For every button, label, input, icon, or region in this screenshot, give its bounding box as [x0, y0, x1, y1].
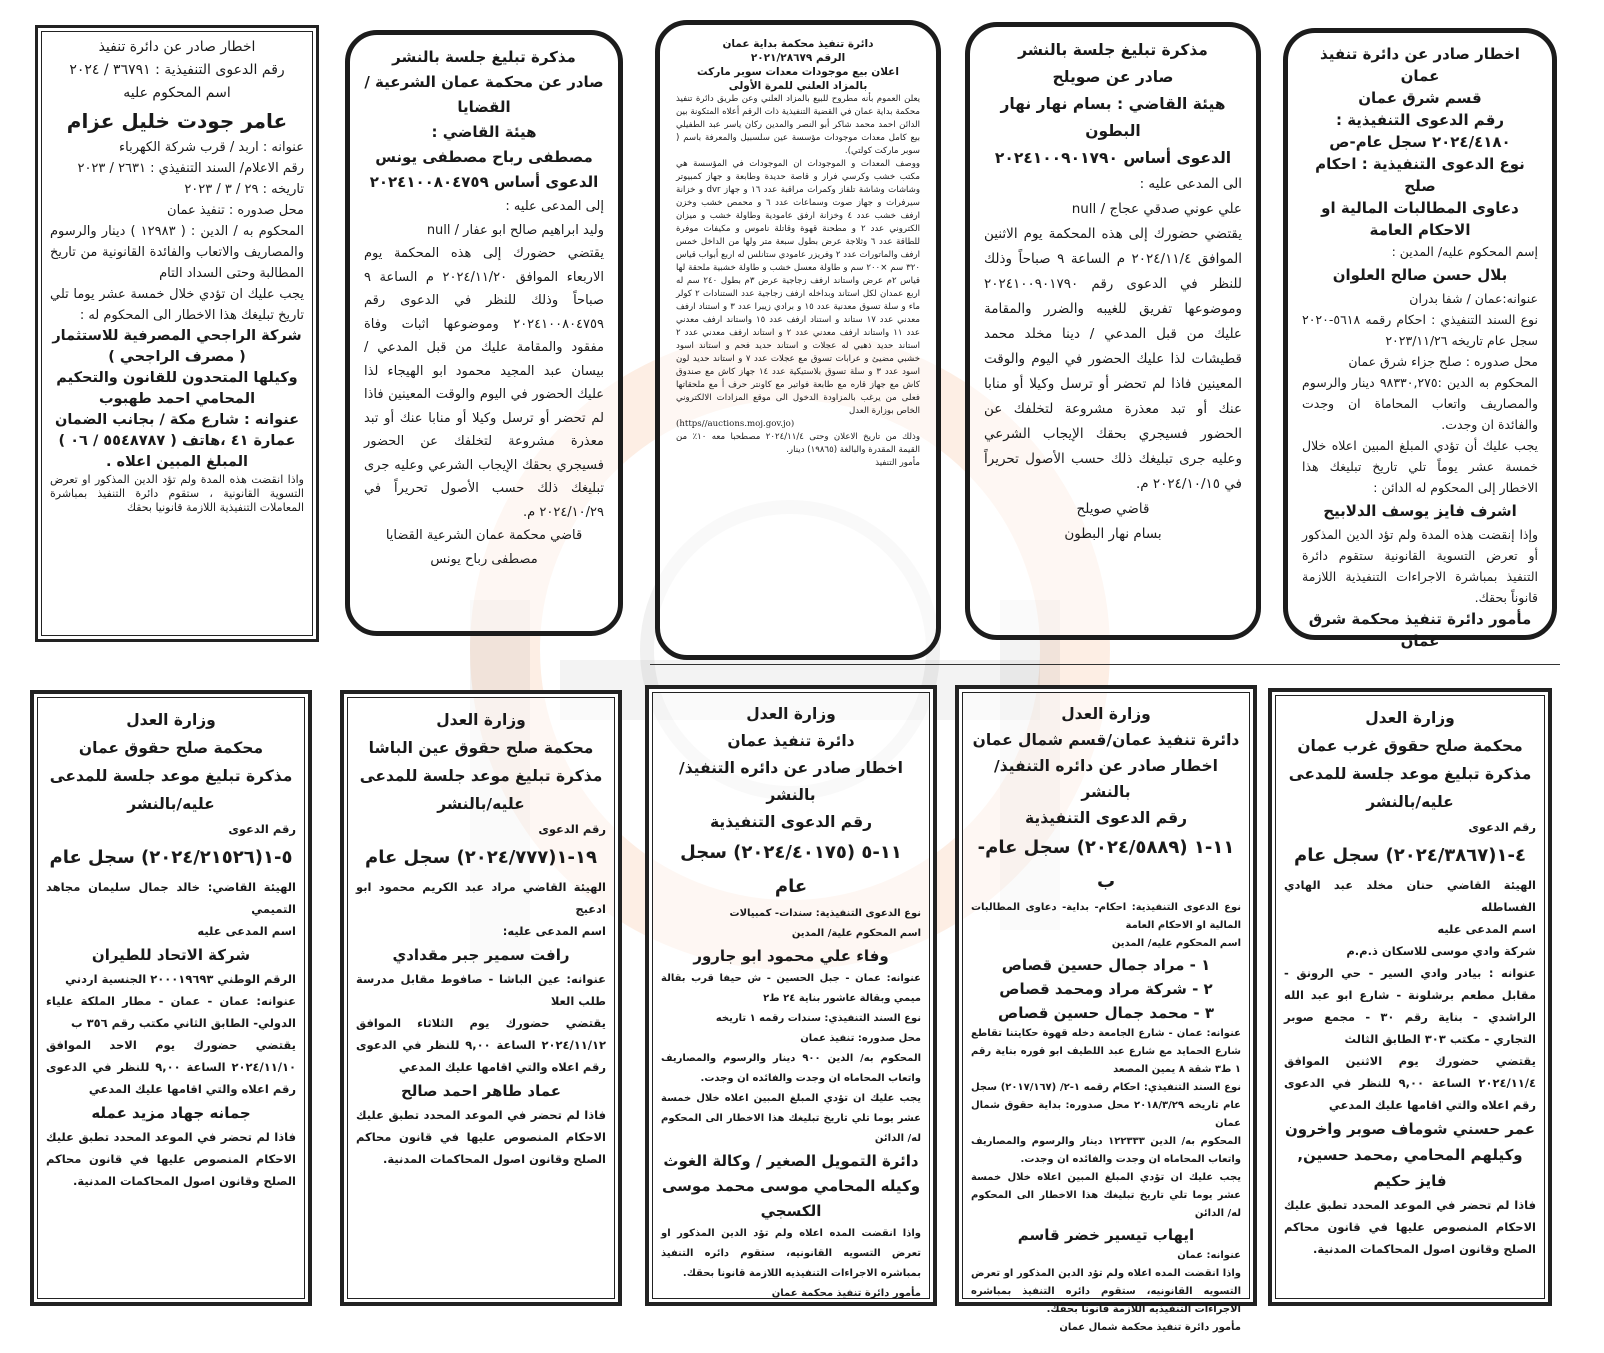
notice-heading: دائرة تنفيذ محكمة بداية عمان: [722, 38, 874, 50]
notice-heading: وزارة العدل: [746, 705, 836, 723]
notice-heading: عليه/بالنشر: [437, 795, 525, 813]
notice-signature: بسام نهار البطون: [1064, 526, 1162, 542]
notice-label: مأمور التنفيذ: [875, 458, 920, 468]
case-number: ٤-١(٢٠٢٤/٣٨٦٧) سجل عام: [1294, 845, 1526, 866]
notice-signature: قاضي محكمة عمان الشرعية القضايا: [385, 528, 583, 543]
notice-label: عنوانه : اربد / قرب شركة الكهرباء: [119, 140, 304, 155]
notice-heading: رقم الدعوى التنفيذية :: [1335, 111, 1505, 129]
notice-signature: مصطفى رباح يونس: [430, 551, 538, 567]
notice-text: اسم المحكوم علية/ المدين: [791, 928, 921, 939]
notice-label: محل صدوره : تنفيذ عمان: [167, 203, 304, 218]
notice-text: واذا انقضت هذه المدة ولم تؤد الدين المذكور او تعرض التسوية القانونية ، ستقوم دائرة التنفيذ بمباشرة المعاملات التنفيذية اللازمة قانونيا بحقك: [50, 473, 304, 514]
case-number: ١١-٥ (٢٠٢٤/٤٠١٧٥) سجل عام: [680, 842, 902, 897]
notice-heading: اخطار صادر عن دائرة تنفيذ عمان: [1320, 45, 1520, 85]
notice-heading: رقم الدعوى التنفيذية: [709, 813, 873, 831]
notice-name: جمانه جهاد مزيد عمله: [91, 1104, 251, 1122]
notice-east-amman-execution: [1283, 28, 1557, 650]
notice-heading: دائرة تنفيذ عمان/قسم شمال عمان: [972, 731, 1240, 749]
notice-label: وليد ابراهيم صالح ابو عفار / null: [426, 222, 604, 238]
notice-heading: هيئة القاضي :: [431, 123, 537, 141]
notice-heading: مذكرة تبليغ موعد جلسة للمدعى: [1288, 765, 1532, 783]
notice-heading: الدعوى أساس ٢٠٢٤١٠٠٨٠٤٧٥٩: [369, 173, 599, 191]
notice-heading: اخطار صادر عن دائره التنفيذ/ بالنشر: [994, 757, 1218, 801]
notice-name: عنوانه : شارع مكة / بجانب الضمان: [54, 412, 300, 428]
notice-auction-supermarket: [655, 20, 941, 660]
notice-heading: وزارة العدل: [436, 711, 526, 729]
notice-text: يجب عليك ان تؤدي المبلغ المبين اعلاه خلال خمسة عشر يوما تلي تاريخ تبليغك هذا الاخطار الى المحكوم له/ الدائن: [661, 1093, 921, 1144]
notice-name: ايهاب تيسير خضر قاسم: [1017, 1226, 1195, 1244]
notice-text: الهيئة القاضي مراد عبد الكريم محمود ابو ادعيج: [356, 880, 606, 916]
notice-heading: مذكرة تبليغ جلسة بالنشر: [1018, 41, 1208, 59]
notice-text: وذلك من تاريخ الاعلان وحتى ٢٠٢٤/١١/٤ مصطحبا معه ١٠٪ من القيمة المقدرة والبالغة (١٩٨٦٥) دينار.: [676, 432, 920, 455]
notice-heading: محكمة صلح حقوق غرب عمان: [1297, 737, 1523, 755]
notice-text: المحكوم به الدين :٩٨٣٣٠,٢٧٥ دينار والرسوم والمصاريف واتعاب المحاماة ان وجدت والفائدة ان وجدت.: [1302, 375, 1538, 432]
notice-sweileh-hearing: [965, 22, 1261, 640]
notice-heading: قسم شرق عمان: [1358, 89, 1482, 107]
notice-text: فاذا لم تحضر في الموعد المحدد تطبق عليك الاحكام المنصوص عليها في قانون محاكم الصلح وقانون اصول المحاكمات المدنية.: [1284, 1198, 1536, 1256]
notice-heading: اخطار صادر عن دائره التنفيذ/ بالنشر: [679, 759, 903, 804]
notice-text: نوع الدعوى التنفيذية: سندات- كمبيالات: [729, 908, 921, 919]
notice-label: اسم المدعى عليه:: [502, 924, 606, 938]
notice-text: يقتضي حضورك يوم الثلاثاء الموافق ٢٠٢٤/١١/١٢ الساعة ٩,٠٠ للنظر في الدعوى رقم اعلاه والتي اقامها عليك المدعي: [356, 1016, 607, 1074]
notice-label: إلى المدعى عليه :: [505, 199, 604, 214]
notice-text: فاذا لم تحضر في الموعد المحدد تطبق عليك الاحكام المنصوص عليها في قانون محاكم الصلح وقانون اصول المحاكمات المدنية.: [46, 1130, 296, 1188]
notice-name: عامر جودت خليل عزام: [66, 109, 288, 133]
notice-heading: بالمزاد العلني للمرة الأولى: [728, 80, 868, 92]
notice-name: شركة الراجحي المصرفية للاستثمار: [52, 328, 302, 344]
case-number: ١١-١ (٢٠٢٤/٥٨٨٩) سجل عام-ب: [977, 837, 1235, 892]
notice-text: محل صدوره: تنفيذ عمان: [800, 1033, 921, 1044]
notice-west-amman-court: [1268, 688, 1552, 1306]
notice-text: واذا انقضت المده اعلاه ولم تؤد الدين المذكور او تعرض التسويه القانونيه، ستقوم دائره التنفيذ بمباشره الاجراءات التنفيذيه اللازمة قانونا بحقك.: [971, 1268, 1241, 1315]
case-number: ٥-١(٢٠٢٤/٢١٥٢٦) سجل عام: [49, 847, 293, 868]
notice-heading: نوع الدعوى التنفيذية : احكام صلح: [1315, 155, 1525, 195]
notice-text: شركة وادي موسى للاسكان ذ.م.م: [1346, 944, 1536, 958]
notice-heading: رقم الدعوى التنفيذية : ٣٦٧٩١ / ٢٠٢٤: [69, 62, 285, 78]
notice-name: شركة الاتحاد للطيران: [91, 946, 251, 964]
notice-heading: صادر عن محكمة عمان الشرعية / القضايا: [364, 73, 604, 116]
notice-heading: مصطفى رباح مصطفى يونس: [375, 148, 593, 166]
notice-name: دائرة التمويل الصغير / وكالة الغوث: [663, 1152, 919, 1170]
notice-heading: الرقم ٢٠٢١/٢٨٦٧٩: [750, 52, 846, 64]
notice-text: نوع الدعوى التنفيذية: احكام- بداية- دعاوى المطالبات المالية او الاحكام العامة: [971, 902, 1241, 931]
notice-heading: مأمور دائرة تنفيذ محكمة شرق عمان: [1308, 610, 1532, 650]
notice-heading: عليه/بالنشر: [1366, 793, 1454, 811]
notice-name: عمر حسني شوماف صوبر واخرون: [1285, 1120, 1535, 1138]
notice-signature: قاضي صويلح: [1076, 501, 1150, 517]
notice-label: تاريخه : ٢٩ / ٣ / ٢٠٢٣: [184, 182, 304, 197]
notice-text: الرقم الوطني ٢٠٠٠١٩٦٩٣ الجنسية اردني: [65, 972, 296, 986]
notice-heading: محكمة صلح حقوق عين الباشا: [368, 739, 594, 757]
notice-text: مأمور دائرة تنفيذ محكمة عمان: [771, 1288, 921, 1299]
notice-name: وكيلها المتحدون للقانون والتحكيم: [56, 370, 298, 386]
notice-amman-civil-court: [30, 690, 312, 1306]
notice-heading: مذكرة تبليغ موعد جلسة للمدعى: [359, 767, 603, 785]
notice-text: المحكوم به/ الدين ٩٠٠ دينار والرسوم والمصاريف واتعاب المحاماه ان وجدت والفائده ان وجدت.: [661, 1053, 921, 1084]
notice-heading: الدعوى أساس ٢٠٢٤١٠٠٩٠١٧٩٠: [994, 149, 1232, 167]
notice-text: يقتضي حضورك إلى هذه المحكمة يوم الاربعاء الموافق ٢٠٢٤/١١/٢٠ م الساعة ٩ صباحاً وذلك للنظر في الدعوى رقم ٢٠٢٤١٠٠٨٠٤٧٥٩ وموضوعها اثبات وفاة مفقود والمقامة عليك من قبل المدعي / بيسان عبد المجيد محمود ابو الهيجاء لذا عليك الحضور في اليوم والوقت المعينين فاذا لم تحضر أو ترسل وكيلا أو منابا عنك أو تبد معذرة مشروعة لتخلفك عن الحضور فسيجري بحقك الإيجاب الشرعي وعليه جرى تبليغك ذلك حسب الأصول تحريراً في ٢٠٢٤/١٠/٢٩ م.: [364, 246, 604, 520]
notice-name: ٢ - شركة مراد ومحمد قصاص: [999, 980, 1213, 998]
section-divider: [650, 664, 1560, 665]
notice-text: عنوانه : بيادر وادي السير - حي الرونق - مقابل مطعم برشلونة - شارع ابو عبد الله الراشدي - بناية رقم ٣٠ - مجمع صوبر التجاري - مكتب ٣٠٣ الطابق الثالث: [1284, 966, 1536, 1046]
notice-text: يقتضي حضورك إلى هذه المحكمة يوم الاثنين الموافق ٢٠٢٤/١١/٤ م الساعة ٩ صباحاً وذلك للنظر في الدعوى رقم ٢٠٢٤١٠٠٩٠١٧٩٠ وموضوعها تفريق للغيبه والضرر والمقامة عليك من قبل المدعي / دينا مخلد محمد قطيشات لذا عليك الحضور في اليوم والوقت المعينين فاذا لم تحضر أو ترسل وكيلا أو منابا عنك أو تبد معذرة مشروعة لتخلفك عن الحضور فسيجري بحقك الإيجاب الشرعي وعليه جرى تبليغك ذلك حسب الأصول تحريراً في ٢٠٢٤/١٠/١٥ م.: [984, 226, 1243, 492]
notice-text: نوع السند التنفيذي : احكام رقمه ٥٦١٨-٢٠٢٠ سجل عام تاريخه ٢٠٢٣/١١/٢٦: [1302, 312, 1538, 348]
notice-name: ١ - مراد جمال حسين قصاص: [1001, 956, 1211, 974]
notice-heading: اخطار صادر عن دائرة تنفيذ: [98, 39, 256, 55]
notice-name: ( مصرف الراجحي ): [108, 349, 246, 365]
notice-text: الهيئة القاضي حنان مخلد عبد الهادي الفساطله: [1284, 878, 1536, 914]
notice-sharia-court-hearing: [345, 30, 623, 636]
notice-label: رقم الاعلام/ السند التنفيذي : ٢٦٣١ / ٢٠٢٣: [77, 161, 304, 176]
notice-text: ووصف المعدات و الموجودات ان الموجودات في المؤسسة هي مكتب خشب وكرسي فرار و قاصة حديدة وطابعة و جهاز كمبيوتر وشاشات وشاشة تلفاز وكمرات مراقبة عدد ١٦ و جهاز dvr و خزانة سيرفرات و جهاز صوت وسماعات عدد ٦ و محمص خشب وخزن ارفف خشب عدد ٤ وخزانة ارفق عامودية وطاولة خشب و ميزان الكتروني عدد ٢ و مطحنة قهوة وقاتلة ناموس و مكيفات موفرة للطاقة عدد ٦ وثلاجة عرض بطول سبعة متر ولها من الداخل خمس ارفف والماتورات عدد ٢ وفريزر عامودي ستانلس له اربع أبواب قياس ٣٢٠ سم ×٢٠٠ سم و طاولة معسل خشب و طاولة خشبية ملحقة لها قياس ٢م عرض واستاند ارفف زجاجية عرض ٣م بطول ٢٤٠ سم له اربع عمدان لكل استاند وبداخله ارفف زجاجية عدد الستنادات ٢ كولر ماء و سلة تسوق معدنية عدد ١٥ و برادي زيبرا عدد ٣ و استناد ارفف معدني عدد ١٧ ستاند و استناد ارفف عدد ١٥ واستاند ارفف معدني عدد ١١ واستاند ارفف معدني عدد ٢ و استاند ارفف معدني عدد ٢ استاند حديد ذهبي له عجلات و استاند حديد فحم و استاند اسود خشبي مضيئ و عرابات تسوق مع عجلات عدد ٧ و استاند حديد لون اسود عدد ٣ و سلة تسوق بلاستيكية عدد ١٤ جهاز كاش مع صندوق كاش مع جهاز قاره مع طابعة فواتير مع كاونتر حرف أ مع ملحقاتها فعلى من يرغب بالمزاودة الدخول الى موقع المزادات الالكتروني الخاص بوزارة العدل: [676, 159, 921, 416]
notice-text: يجب عليك ان تؤدي خلال خمسة عشر يوما تلي تاريخ تبليغك هذا الاخطار الى المحكوم له :: [50, 287, 304, 323]
notice-text: وإذا إنقضت هذه المدة ولم تؤد الدين المذكور أو تعرض التسوية القانونية ستقوم دائرة التنفيذ بمباشرة الاجراءات التنفيذية اللازمة قانوناً بحقك.: [1302, 527, 1538, 605]
notice-ain-albasha-court: [340, 690, 622, 1306]
notice-text: يقتضي حضورك يوم الاثنين الموافق ٢٠٢٤/١١/٤ الساعة ٩,٠٠ للنظر في الدعوى رقم اعلاه والتي اقامها عليك المدعي: [1284, 1054, 1536, 1112]
notice-text: اسم المحكوم عليه/ المدين: [1111, 938, 1241, 949]
notice-label: رقم الدعوى: [1468, 820, 1536, 834]
notice-heading: محكمة صلح حقوق عمان: [78, 739, 264, 757]
notice-heading: اعلان بيع موجودات معدات سوبر ماركت: [697, 66, 899, 78]
notice-heading: ٢٠٢٤/٤١٨٠ سجل عام-ص: [1329, 133, 1511, 151]
notice-heading: مذكرة تبليغ جلسة بالنشر: [392, 48, 576, 66]
notice-label: رقم الدعوى: [538, 822, 606, 836]
notice-name: وكيله المحامي موسى محمد موسى الكسجي: [661, 1177, 921, 1220]
notice-text: نوع السند التنفيذي: احكام رقمه ١-٢/ (٢٠١٧/١٦٧) سجل عام تاريخه ٢٠١٨/٣/٢٩ محل صدوره: بداية حقوق شمال عمان: [971, 1082, 1241, 1129]
notice-heading: مذكرة تبليغ موعد جلسة للمدعى: [49, 767, 293, 785]
notice-text: نوع السند التنفيذي: سندات رقمه ١ تاريخه: [715, 1013, 921, 1024]
notice-heading: هيئة القاضي : بسام نهار نهار البطون: [1000, 95, 1226, 140]
notice-heading: وزارة العدل: [1365, 709, 1455, 727]
notice-name: المبلغ المبين اعلاه .: [106, 454, 248, 470]
notice-heading: اسم المحكوم عليه: [123, 85, 231, 101]
notice-text: يجب عليك ان تؤدي المبلغ المبين اعلاه خلال خمسة عشر يوما تلي تاريخ تبليغك هذا الاخطار الى المحكوم له/ الدائن: [971, 1172, 1241, 1219]
notice-text: يقتضي حضورك يوم الاحد الموافق ٢٠٢٤/١١/١٠ الساعة ٩,٠٠ للنظر في الدعوى رقم اعلاه والتي اقامها عليك المدعي: [46, 1038, 297, 1096]
auction-url-link[interactable]: [676, 418, 920, 431]
notice-name: وفاء علي محمود ابو جارور: [693, 947, 889, 965]
notice-label: اسم المدعى عليه: [197, 924, 296, 938]
notice-heading: صادر عن صويلح: [1052, 68, 1174, 86]
notice-text: عنوانه: عين الباشا - صافوط مقابل مدرسة طلب العلا: [356, 972, 606, 1008]
notice-name: اشرف فايز يوسف الدلابيح: [1323, 502, 1517, 520]
case-number: ١٩-١(٢٠٢٤/٧٧٧) سجل عام: [365, 847, 597, 868]
notice-name: ٣ - محمد جمال حسين قصاص: [998, 1004, 1214, 1022]
notice-label: عنوانه:عمان / شفا بدران: [1409, 291, 1538, 306]
auction-url[interactable]: (https//auctions.moj.gov.jo): [676, 419, 795, 429]
notice-amman-execution: [645, 685, 937, 1306]
notice-heading: وزارة العدل: [126, 711, 216, 729]
notice-heading: دعاوى المطالبات المالية او الاحكام العامة: [1321, 199, 1519, 239]
notice-label: إسم المحكوم عليه/ المدين :: [1391, 244, 1538, 259]
notice-label: علي عوني صدقي عجاج / null: [1071, 201, 1242, 217]
notice-text: عنوانه: عمان - شارع الجامعة دخله قهوة حكايتنا تقاطع شارع الحمايد مع شارع عبد اللطيف ابو قوره بناية رقم ١ ط٣ شقة ٨ يمين المصعد: [971, 1028, 1241, 1075]
notice-name: عمارة ٤١ ،هاتف ( ٥٥٤٨٧٨٧ / ٠٦ ): [58, 433, 296, 449]
notice-heading: رقم الدعوى التنفيذية: [1024, 809, 1188, 827]
notice-text: المحكوم به/ الدين ١٢٢٣٣٣ دينار والرسوم والمصاريف واتعاب المحاماه ان وجدت والفائده ان وجدت.: [971, 1136, 1241, 1165]
notice-label: الى المدعى عليه :: [1139, 176, 1242, 192]
notice-text: عنوانه: عمان - جبل الحسين - ش حيفا قرب بقالة ميمي وبقالة عاشور بناية ٢٤ ط٢: [661, 973, 921, 1004]
notice-label: اسم المدعى عليه: [1437, 922, 1536, 936]
notice-text: الهيئة القاضي: خالد جمال سليمان مجاهد التميمي: [46, 880, 296, 916]
notice-name: بلال حسن صالح العلوان: [1332, 266, 1508, 284]
notice-text: يعلن العموم بأنه مطروح للبيع بالمزاد العلني وعن طريق دائرة تنفيذ محكمة بداية عمان في القضية التنفيذية ذات الرقم أعلاه المتكونة بين الدائن احمد محمد شاكر أبو النصر والمدين ركان ياسر عبد الطفيلي بيع كامل معدات موجودات مؤسسة عين سلسبيل والمعرفة باسم ( سوبر ماركت كولتي).: [676, 94, 920, 156]
notice-text: فاذا لم تحضر في الموعد المحدد تطبق عليك الاحكام المنصوص عليها في قانون محاكم الصلح وقانون اصول المحاكمات المدنية.: [356, 1108, 606, 1166]
notice-execution-irbid: [35, 25, 319, 642]
notice-heading: عليه/بالنشر: [127, 795, 215, 813]
notice-name: رافت سمير جبر مقدادي: [392, 946, 570, 964]
notice-heading: دائرة تنفيذ عمان: [727, 732, 855, 750]
notice-name: المحامي احمد طهبوب: [98, 391, 256, 407]
notice-text: يجب عليك أن تؤدي المبلغ المبين اعلاه خلال خمسة عشر يوماً تلي تاريخ تبليغك هذا الاخطار إلى المحكوم له الدائن :: [1302, 438, 1538, 495]
notice-text: عنوانه: عمان: [1177, 1250, 1241, 1261]
notice-name: وكيلهم المحامي ,محمد حسين, فايز حكيم: [1297, 1146, 1523, 1190]
notice-name: عماد طاهر احمد صالح: [400, 1082, 562, 1100]
notice-heading: وزارة العدل: [1061, 705, 1151, 723]
notice-label: رقم الدعوى: [228, 822, 296, 836]
notice-label: محل صدوره : صلح جزاء شرق عمان: [1348, 354, 1538, 369]
notice-north-amman-execution: [955, 685, 1257, 1333]
notice-text: عنوانه: عمان - عمان - مطار الملكة علياء الدولي- الطابق الثاني مكتب رقم ٣٥٦ ب: [46, 994, 296, 1030]
notice-text: مأمور دائرة تنفيذ محكمة شمال عمان: [1059, 1322, 1241, 1333]
notice-text: واذا انقضت المده اعلاه ولم تؤد الدين المذكور او تعرض التسويه القانونيه، ستقوم دائره التنفيذ بمباشره الاجراءات التنفيذيه اللازمة قانونا بحقك.: [661, 1228, 921, 1279]
notice-text: المحكوم به / الدين : ( ١٢٩٨٣ ) دينار والرسوم والمصاريف والاتعاب والفائدة القانونية من تاريخ المطالبة وحتى السداد التام: [50, 224, 304, 281]
